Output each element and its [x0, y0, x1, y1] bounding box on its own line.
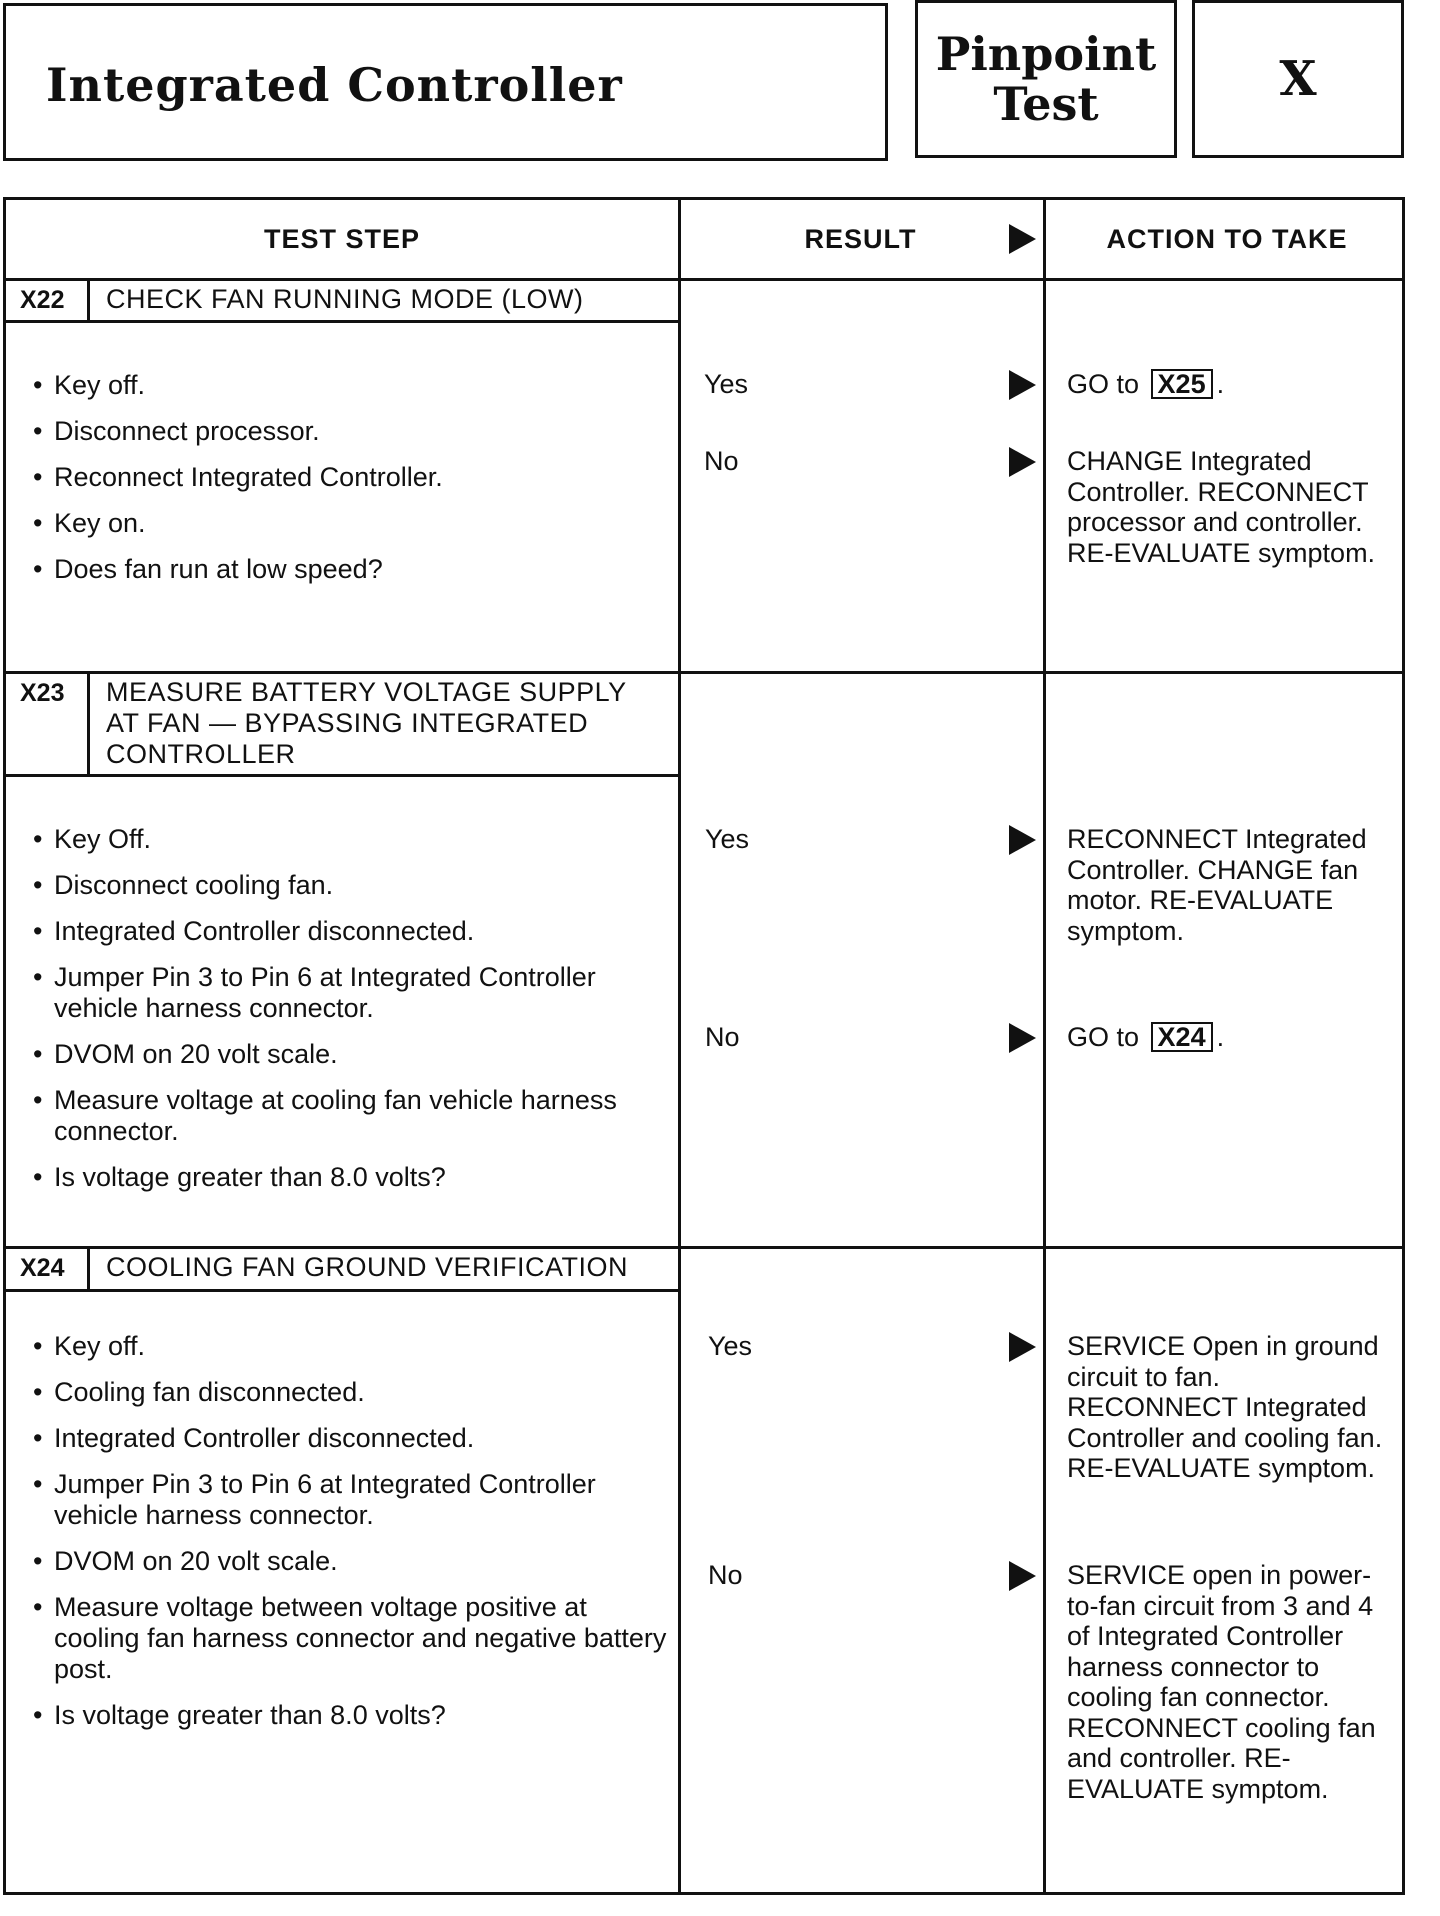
action-text: GO to [1067, 369, 1140, 399]
action-text: . [1216, 369, 1225, 399]
action-yes-x23: RECONNECT Integrated Controller. CHANGE fan motor. RE-EVALUATE symptom. [1067, 824, 1367, 946]
list-item: • Disconnect processor. [30, 416, 670, 447]
arrow-icon [1009, 370, 1036, 400]
result-no: No [704, 446, 739, 476]
result-yes: Yes [704, 369, 749, 399]
step-id: X24 [6, 1246, 90, 1289]
test-label: Test [993, 77, 1099, 131]
arrow-icon [1009, 1023, 1036, 1053]
action-yes-x24: SERVICE Open in ground circuit to fan. RECONNECT Integrated Controller and cooling fan. RE-EVALUATE symptom. [1067, 1331, 1383, 1483]
step-instructions-x23 [30, 824, 670, 1208]
pinpoint-table [3, 197, 1405, 1895]
list-item: • Key off. [30, 370, 670, 401]
list-item: • Disconnect cooling fan. [30, 870, 670, 901]
test-id: X [1279, 51, 1317, 107]
action-no-x22: CHANGE Integrated Controller. RECONNECT processor and controller. RE-EVALUATE symptom. [1067, 446, 1376, 568]
column-divider [1043, 200, 1046, 1892]
list-item: • Key Off. [30, 824, 670, 855]
arrow-icon [1009, 1332, 1036, 1362]
action-yes-x22 [1067, 369, 1397, 400]
pinpoint-label: Pinpoint [935, 27, 1157, 81]
result-yes: Yes [705, 824, 750, 854]
pinpoint-test-box [915, 0, 1177, 158]
step-header-x23 [6, 671, 678, 777]
col-header-action: ACTION TO TAKE [1106, 223, 1348, 254]
result-yes: Yes [708, 1331, 753, 1361]
arrow-icon [1009, 825, 1036, 855]
list-item: • Jumper Pin 3 to Pin 6 at Integrated Controller vehicle harness connector. [30, 962, 670, 1024]
step-instructions-x24 [30, 1331, 670, 1746]
action-no-x24: SERVICE open in power-to-fan circuit from 3 and 4 of Integrated Controller harness connector to cooling fan connector. RECONNECT cooling fan and controller. RE-EVALUATE symptom. [1067, 1560, 1376, 1804]
list-item: • Key off. [30, 1331, 670, 1362]
arrow-icon [1009, 1561, 1036, 1591]
step-id: X22 [6, 278, 90, 320]
list-item: • Reconnect Integrated Controller. [30, 462, 670, 493]
step-title: COOLING FAN GROUND VERIFICATION [106, 1252, 629, 1282]
step-title: MEASURE BATTERY VOLTAGE SUPPLY AT FAN — BYPASSING INTEGRATED CONTROLLER [106, 677, 627, 769]
arrow-icon [1009, 224, 1036, 254]
step-id: X23 [6, 671, 90, 774]
step-reference: X24 [1151, 1022, 1213, 1052]
list-item: • Key on. [30, 508, 670, 539]
page-title: Integrated Controller [46, 58, 623, 112]
action-no-x23 [1067, 1022, 1397, 1053]
test-id-box [1192, 0, 1404, 158]
list-item: • Measure voltage at cooling fan vehicle harness connector. [30, 1085, 670, 1147]
list-item: • DVOM on 20 volt scale. [30, 1546, 670, 1577]
col-header-result [678, 200, 1043, 278]
result-no: No [705, 1022, 740, 1052]
action-text: . [1216, 1022, 1225, 1052]
step-instructions-x22 [30, 370, 670, 600]
list-item: • Integrated Controller disconnected. [30, 1423, 670, 1454]
action-text: GO to [1067, 1022, 1140, 1052]
step-reference: X25 [1151, 369, 1213, 399]
list-item: • Jumper Pin 3 to Pin 6 at Integrated Controller vehicle harness connector. [30, 1469, 670, 1531]
list-item: • Integrated Controller disconnected. [30, 916, 670, 947]
title-box [3, 3, 888, 161]
list-item: • Is voltage greater than 8.0 volts? [30, 1700, 670, 1731]
col-header-test-step: TEST STEP [263, 223, 421, 254]
column-divider [678, 200, 681, 1892]
list-item: • Does fan run at low speed? [30, 554, 670, 585]
list-item: • Cooling fan disconnected. [30, 1377, 670, 1408]
arrow-icon [1009, 447, 1036, 477]
list-item: • DVOM on 20 volt scale. [30, 1039, 670, 1070]
step-header-x24 [6, 1246, 678, 1292]
list-item: • Is voltage greater than 8.0 volts? [30, 1162, 670, 1193]
result-no: No [708, 1560, 743, 1590]
col-header-result-label: RESULT [804, 223, 917, 254]
step-header-x22 [6, 278, 678, 323]
step-title: CHECK FAN RUNNING MODE (LOW) [106, 284, 584, 314]
list-item: • Measure voltage between voltage positive at cooling fan harness connector and negative battery post. [30, 1592, 670, 1685]
